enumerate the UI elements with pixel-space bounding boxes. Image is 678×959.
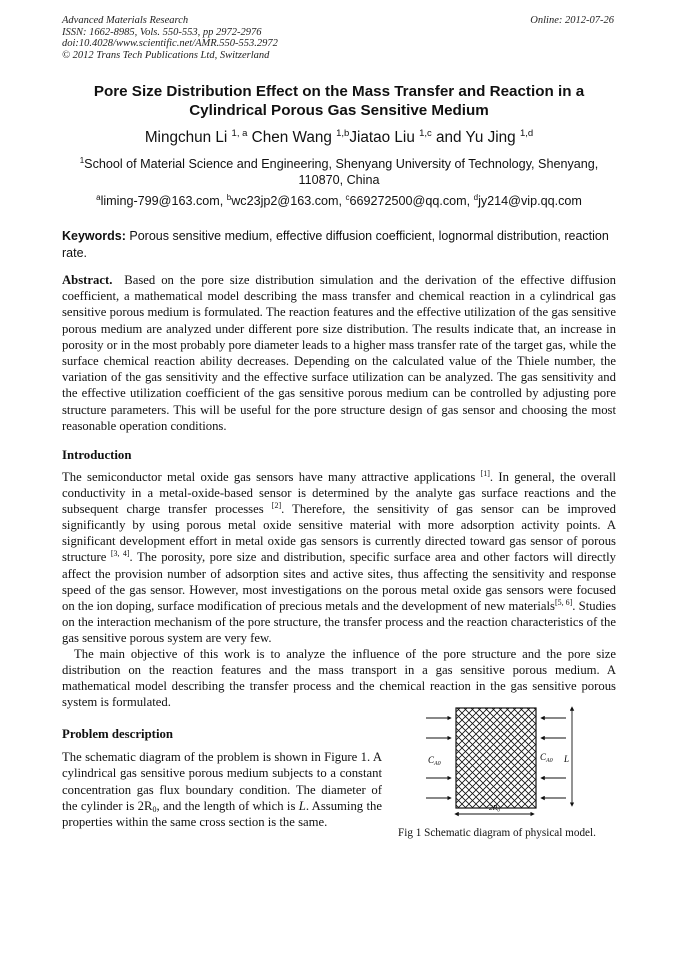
author-list <box>60 128 618 148</box>
introduction-heading: Introduction <box>62 448 132 462</box>
copyright-line: © 2012 Trans Tech Publications Ltd, Switzerland <box>62 49 270 61</box>
journal-header <box>62 15 278 61</box>
inlet-concentration-label-left: $C_{A0}$ <box>428 755 441 767</box>
email-mark: c <box>345 193 350 202</box>
affiliation-text: School of Material Science and Engineering, Shenyang University of Technology, Shenyang, 110870, China <box>84 157 599 187</box>
problem-body <box>62 749 382 830</box>
schematic-figure <box>420 706 590 818</box>
author-affil-mark: 1,b <box>336 128 350 139</box>
inlet-concentration-label-right: $C_{A0}$ <box>540 752 553 764</box>
citation: [1] <box>480 469 490 478</box>
keywords-text: Porous sensitive medium, effective diffusion coefficient, lognormal distribution, reaction rate. <box>62 229 609 260</box>
math-symbol: L <box>298 798 306 813</box>
journal-name: Advanced Materials Research <box>62 15 189 26</box>
introduction-body <box>62 469 616 710</box>
email-mark: d <box>473 193 479 202</box>
doi-line: doi:10.4028/www.scientific.net/AMR.550-553.2972 <box>62 38 278 50</box>
affiliation <box>72 156 606 188</box>
author-name: Mingchun Li <box>144 129 228 146</box>
author-affil-mark: 1, a <box>231 128 248 139</box>
abstract-text: Based on the pore size distribution simulation and the derivation of the effective diffusion coefficient, a mathematical model describing the mass transfer and chemical reaction in a cylindrical gas sensitive porous medium is formulated. The reaction features and the effective utilization of the gas sensitive porous medium are analyzed under different pore size distribution. The results indicate that, an increase in porosity or in the most probably pore diameter leads to a higher mass transfer rate of the target gas, while the surface chemical reaction ability decreases. Depending on the calculated value of the Thiele number, the variation of the gas sensitivity and the effective surface utilization can be analyzed. The gas sensitivity and the effective utilization coefficient of the gas sensitive porous medium can be controlled by adjusting pore structure parameters. This will be useful for the pore structure design of gas sensor and choosing the most reasonable operation conditions. <box>62 273 616 433</box>
text-run: The schematic diagram of the problem is shown in Figure 1. A cylindrical gas sensitive porous medium subjects to a constant concentration gas flux boundary condition. The diameter of the cylinder is <box>62 750 382 813</box>
text-run: . In general, the overall conductivity in a metal-oxide-based sensor is determined by the analyte gas surface reactions and the subsequent charge transfer processes <box>62 470 616 517</box>
online-date: Online: 2012-07-26 <box>530 15 614 26</box>
paper-title: Pore Size Distribution Effect on the Mass Transfer and Reaction in a Cylindrical Porous Gas Sensitive Medium <box>93 83 585 119</box>
text-run: , and the length of which is <box>156 798 296 813</box>
affiliation-mark: 1 <box>79 156 85 165</box>
author-affil-mark: 1,d <box>519 128 534 139</box>
email-address: liming-799@163.com, <box>100 194 224 208</box>
email-mark: b <box>226 193 232 202</box>
abstract-label: Abstract. <box>62 273 113 287</box>
math-subscript: 0 <box>152 804 157 814</box>
paragraph: The main objective of this work is to analyze the influence of the pore structure and the pore size distribution on the reaction features and the mass transport in a gas sensitive porous medium. A mathematical model describing the transfer process and the chemical reaction in the gas sensitive porous system is formulated. <box>62 647 616 710</box>
abstract <box>62 272 616 434</box>
text-run: The semiconductor metal oxide gas sensors have many attractive applications <box>62 470 476 484</box>
citation: [3, 4] <box>110 549 130 559</box>
email-address: 669272500@qq.com, <box>349 194 471 208</box>
keywords-label: Keywords: <box>62 229 126 243</box>
author-name: and Yu Jing <box>436 129 516 146</box>
citation: [2] <box>271 501 282 511</box>
keywords <box>62 228 616 261</box>
issn-line: ISSN: 1662-8985, Vols. 550-553, pp 2972-2976 <box>62 26 262 38</box>
email-address: wc23jp2@163.com, <box>231 194 342 208</box>
paragraph <box>62 469 616 646</box>
math-symbol: 2R <box>137 798 153 813</box>
author-name: Jiatao Liu <box>349 129 415 146</box>
text-run: . Studies on the interaction mechanism of the pore structure, the transfer process and the reaction characteristics of the gas sensitive porous system are very few. <box>62 598 617 645</box>
citation: [5, 6] <box>554 597 573 607</box>
author-affil-mark: 1,c <box>419 128 432 139</box>
email-list <box>60 193 618 209</box>
porous-medium <box>456 708 536 808</box>
text-run: . Assuming the properties within the same cross section is the same. <box>62 798 382 830</box>
diameter-label: $2R_0$ <box>489 803 500 814</box>
length-label: L <box>564 754 570 764</box>
figure-caption: Fig 1 Schematic diagram of physical model. <box>398 827 596 839</box>
text-run: . The porosity, pore size and distribution, specific surface area and other factors will directly affect the provision number of adsorption sites and active sites, thus affecting the sensitivity and response speed of the gas sensor. However, most investigations on the porous metal oxide gas sensors were focused on the ion doping, surface modification of precious metals and the development of new materials <box>62 550 616 613</box>
text-run: . Therefore, the sensitivity of gas sensor can be improved significantly by using porous metal oxide sensitive material with more adsorption activity points. A significant development effort in metal oxide gas sensors is currently directed toward gas sensor of porous structure <box>62 502 617 565</box>
author-name: Chen Wang <box>251 129 332 146</box>
email-address: jy214@vip.qq.com <box>478 194 582 208</box>
problem-heading: Problem description <box>62 727 174 741</box>
email-mark: a <box>96 193 101 202</box>
